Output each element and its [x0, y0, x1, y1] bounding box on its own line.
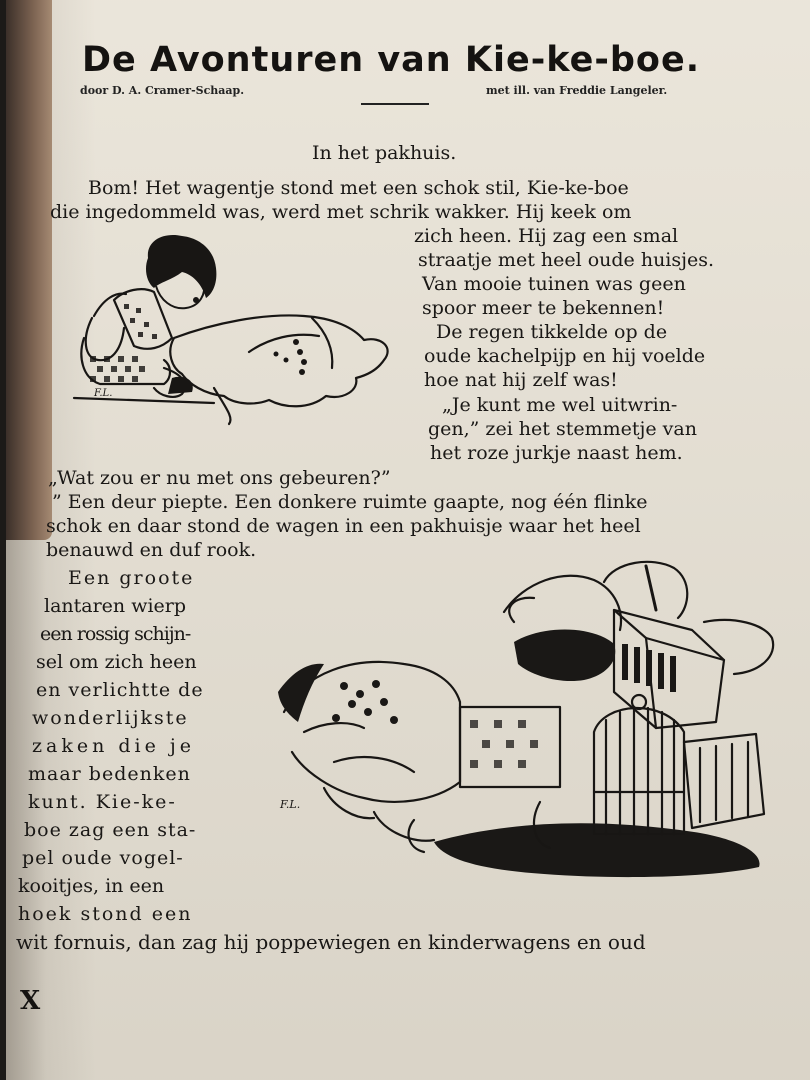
text-line: straatje met heel oude huisjes.: [418, 249, 715, 271]
text-line: kooitjes, in een: [18, 875, 165, 897]
text-line: boe zag een sta-: [24, 819, 197, 841]
text-line: gen,” zei het stemmetje van: [428, 418, 697, 440]
text-line: De regen tikkelde op de: [436, 321, 668, 343]
text-line: Van mooie tuinen was geen: [422, 273, 686, 295]
text-line: en verlichtte de: [36, 679, 204, 701]
text-line: oude kachelpijp en hij voelde: [424, 345, 706, 367]
text-line: hoe nat hij zelf was!: [424, 369, 618, 391]
text-line: schok en daar stond de wagen in een pakhuisje waar het heel: [46, 515, 641, 537]
text-line: spoor meer te bekennen!: [422, 297, 665, 319]
text-line: die ingedommeld was, werd met schrik wakker. Hij keek om: [50, 201, 632, 223]
text-line: een rossig schijn-: [40, 623, 191, 645]
text-line: wonderlijkste: [32, 707, 189, 729]
book-spine: [6, 0, 52, 540]
text-line: sel om zich heen: [36, 651, 197, 673]
text-line: hoek stond een: [18, 903, 193, 925]
boy-on-dress-icon: [64, 228, 409, 428]
text-line: het roze jurkje naast hem.: [430, 442, 683, 464]
text-line: maar bedenken: [28, 763, 191, 785]
text-line: Bom! Het wagentje stond met een schok stil, Kie-ke-boe: [88, 177, 629, 199]
page-number: X: [20, 986, 41, 1016]
author-byline: door D. A. Cramer-Schaap.: [80, 84, 245, 97]
text-line: zich heen. Hij zag een smal: [414, 225, 679, 247]
text-line: zaken die je: [32, 735, 196, 757]
text-line: „Je kunt me wel uitwrin-: [442, 394, 678, 416]
illustration-signature: F.L.: [94, 388, 113, 399]
text-line: Een groote: [68, 567, 195, 589]
text-line: benauwd en duf rook.: [46, 539, 257, 561]
pile-of-cages-icon: [264, 552, 804, 887]
text-line: ” Een deur piepte. Een donkere ruimte gaapte, nog één flinke: [52, 491, 648, 513]
page-title: De Avonturen van Kie-ke-boe.: [82, 40, 700, 80]
text-line: pel oude vogel-: [22, 847, 184, 869]
text-line: wit fornuis, dan zag hij poppewiegen en kinderwagens en oud: [16, 930, 646, 954]
text-line: „Wat zou er nu met ons gebeuren?”: [48, 467, 391, 489]
chapter-heading: In het pakhuis.: [312, 142, 457, 164]
illustrator-byline: met ill. van Freddie Langeler.: [486, 84, 668, 97]
text-line: lantaren wierp: [44, 595, 187, 617]
illustration-signature: F.L.: [280, 798, 301, 811]
text-line: kunt. Kie-ke-: [28, 791, 177, 813]
title-rule: [361, 103, 429, 105]
book-page: [6, 0, 810, 1080]
